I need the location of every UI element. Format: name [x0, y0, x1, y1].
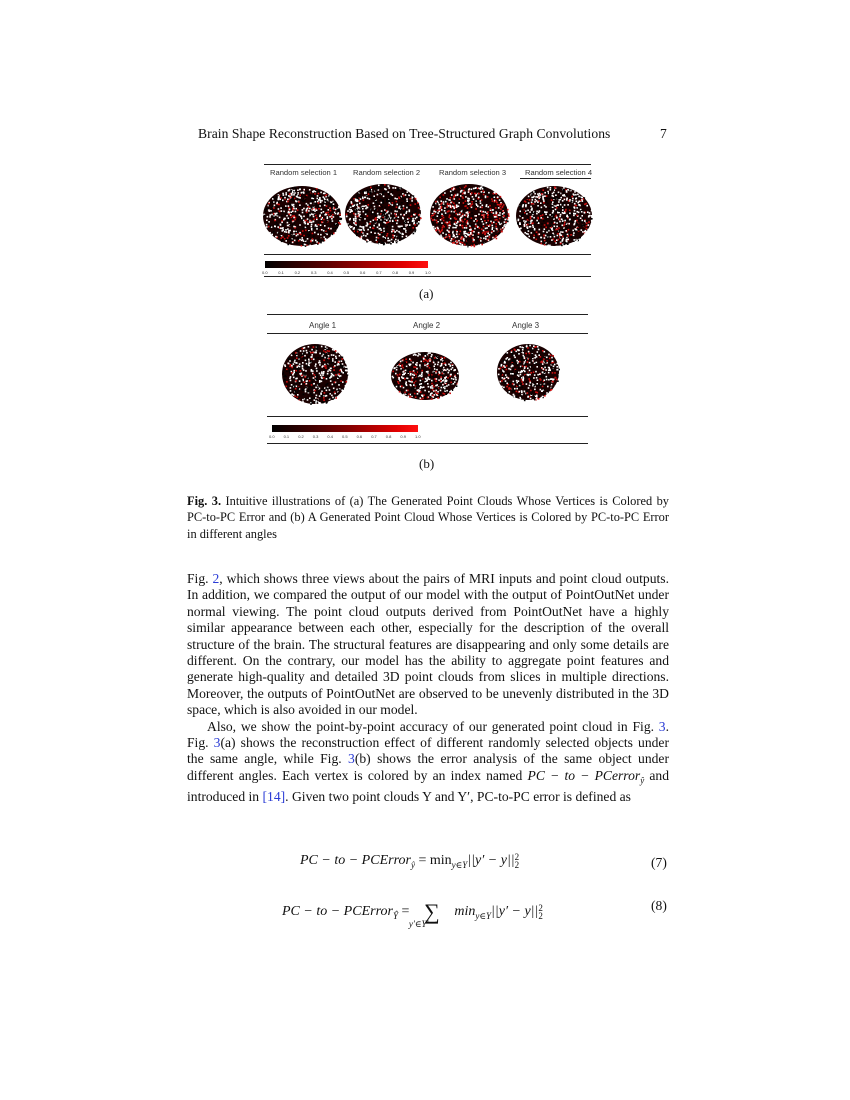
figure-a-label-4: Random selection 4 — [525, 168, 593, 177]
text: (b) shows the error analysis of the same object under different angles. Each vertex is colored by an index named — [187, 751, 669, 783]
eq-sum-symbol: ∑ — [424, 899, 440, 924]
colorbar-tick-label: 0.6 — [359, 270, 366, 275]
citation-link[interactable]: [14] — [262, 789, 286, 804]
eq-sub: y∈Y — [475, 910, 492, 921]
colorbar-tick-label: 0.0 — [262, 270, 268, 275]
equation-7-number: (7) — [651, 855, 667, 870]
figure-a-label-1: Random selection 1 — [270, 168, 338, 177]
eq-lhs: PC − to − PCError — [300, 853, 411, 869]
figure-ref-link[interactable]: 3 — [658, 718, 666, 734]
colorbar-tick-label: 0.2 — [298, 434, 304, 439]
eq-sub: 2 — [538, 910, 543, 921]
figure-ref-link[interactable]: 3 — [348, 751, 355, 767]
figure-ref-link[interactable]: 2 — [212, 571, 220, 586]
figure-b-label-3: Angle 3 — [512, 321, 540, 330]
caption-label: Fig. 3. — [187, 494, 222, 508]
running-header: Brain Shape Reconstruction Based on Tree-Structured Graph Convolutions — [198, 126, 611, 141]
eq-norm: ||y′ − y|| — [491, 904, 539, 919]
text: , which shows three views about the pairs of MRI inputs and point cloud outputs. In addition, we compared the output of our model with the output of PointOutNet under normal viewing. The point cloud outputs derived from PointOutNet have a highly similar appearance between each other, especially for the description of the overall structure of the brain. The structural features are disappearing and only some details are different. On the contrary, our model has the ability to aggregate point features and generate high-quality and detailed 3D point clouds from slices in multiple directions. Moreover, the outputs of PointOutNet are observed to be unevenly distributed in the 3D space, which is also avoided in our model. — [187, 571, 669, 718]
eq-sum-sub: y′∈Y′ — [408, 919, 429, 929]
body-text — [187, 571, 669, 805]
colorbar-tick-label: 0.3 — [312, 434, 319, 439]
colorbar-tick-label: 0.1 — [278, 270, 284, 275]
figure-ref-link[interactable]: 3 — [213, 735, 221, 751]
text: . Fig. — [187, 718, 669, 751]
figure-b-mid-rule — [267, 416, 588, 417]
caption-text: Intuitive illustrations of (a) The Generated Point Clouds Whose Vertices is Colored by PC-to-PC Error and (b) A Generated Point Cloud Whose Vertices is Colored by PC-to-PC Error in different angles — [187, 494, 670, 541]
text: Fig. — [187, 571, 213, 586]
eq-sub: y∈Y — [451, 860, 468, 871]
eq-sub: ŷ — [410, 860, 415, 871]
figure-a-sublabel: (a) — [419, 286, 434, 301]
text: . Given two point clouds Y and Y′, PC-to-PC error is defined as — [285, 789, 631, 804]
colorbar-tick-label: 1.0 — [415, 434, 421, 439]
paragraph-2: Also, we show the point-by-point accuracy of our generated point cloud in Fig. 3. Fig. 3(a) shows the reconstruction effect of different randomly selected objects under the same angle, while Fig. 3(b) shows the error analysis of the same object under different angles. Each vertex is colored by an index named PC − to − PCerror$_ŷ$ and introduced in [14]. Given two point clouds Y and Y′, PC-to-PC error is defined as — [187, 718, 670, 804]
paragraph-1 — [187, 571, 669, 719]
colorbar-tick-label: 0.7 — [371, 434, 377, 439]
brain-angle-2 — [391, 352, 459, 400]
eq-norm: ||y′ − y|| — [467, 853, 515, 869]
figure-b-label-2: Angle 2 — [413, 321, 441, 330]
eq-lhs: PC − to − PCError — [282, 904, 393, 919]
figure-a-label-3: Random selection 3 — [439, 168, 507, 177]
eq-sub: Ŷ — [392, 910, 398, 921]
colorbar-tick-label: 0.9 — [408, 270, 415, 275]
figure-a-label-2: Random selection 2 — [353, 168, 421, 177]
colorbar-tick-label: 0.5 — [343, 270, 350, 275]
colorbar-tick-label: 0.4 — [327, 270, 333, 275]
colorbar-tick-label: 0.2 — [294, 270, 301, 275]
equation-8-number: (8) — [651, 898, 667, 913]
brain-angle-1 — [282, 344, 349, 405]
colorbar-tick-label: 0.5 — [342, 434, 348, 439]
equation-8: PC − to − PCError$_Ŷ$ = ∑ y′∈Y′ $\min_{y\in Y}||y' - y||$ 2 2 — [282, 899, 543, 929]
colorbar-tick-label: 0.3 — [310, 270, 317, 275]
brain-angle-3 — [497, 344, 560, 401]
figure-caption — [187, 493, 669, 542]
figure-b-sublabel: (b) — [419, 456, 435, 471]
text: and introduced in — [187, 767, 670, 804]
figure-b-label-1: Angle 1 — [309, 321, 337, 330]
colorbar-tick-label: 0.8 — [392, 270, 398, 275]
page-number: 7 — [660, 126, 667, 141]
colorbar-tick-label: 0.9 — [400, 434, 406, 439]
inline-math: PC − to − PCerror — [527, 767, 641, 783]
eq-sub: 2 — [514, 860, 520, 870]
figure-b-bottom-rule — [267, 443, 588, 444]
colorbar-tick-label: 0.4 — [327, 434, 333, 439]
figure-b-colorbar — [272, 425, 418, 432]
eq-rhs: min — [454, 904, 476, 919]
text: (a) shows the reconstruction effect of different randomly selected objects under the same angle, while Fig. — [187, 735, 669, 767]
colorbar-tick-label: 0.8 — [385, 434, 392, 439]
text: Also, we show the point-by-point accuracy of our generated point cloud in Fig. — [207, 718, 659, 734]
colorbar-tick-label: 0.6 — [356, 434, 363, 439]
eq-rhs: = min — [414, 853, 452, 869]
colorbar-tick-label: 1.0 — [425, 270, 431, 275]
equation-7 — [300, 853, 519, 871]
colorbar-tick-label: 0.1 — [283, 434, 290, 439]
colorbar-tick-label: 0.7 — [376, 270, 382, 275]
eq-sup: 2 — [538, 902, 543, 913]
eq-sup: 2 — [514, 852, 520, 862]
colorbar-tick-label: 0.0 — [269, 434, 275, 439]
